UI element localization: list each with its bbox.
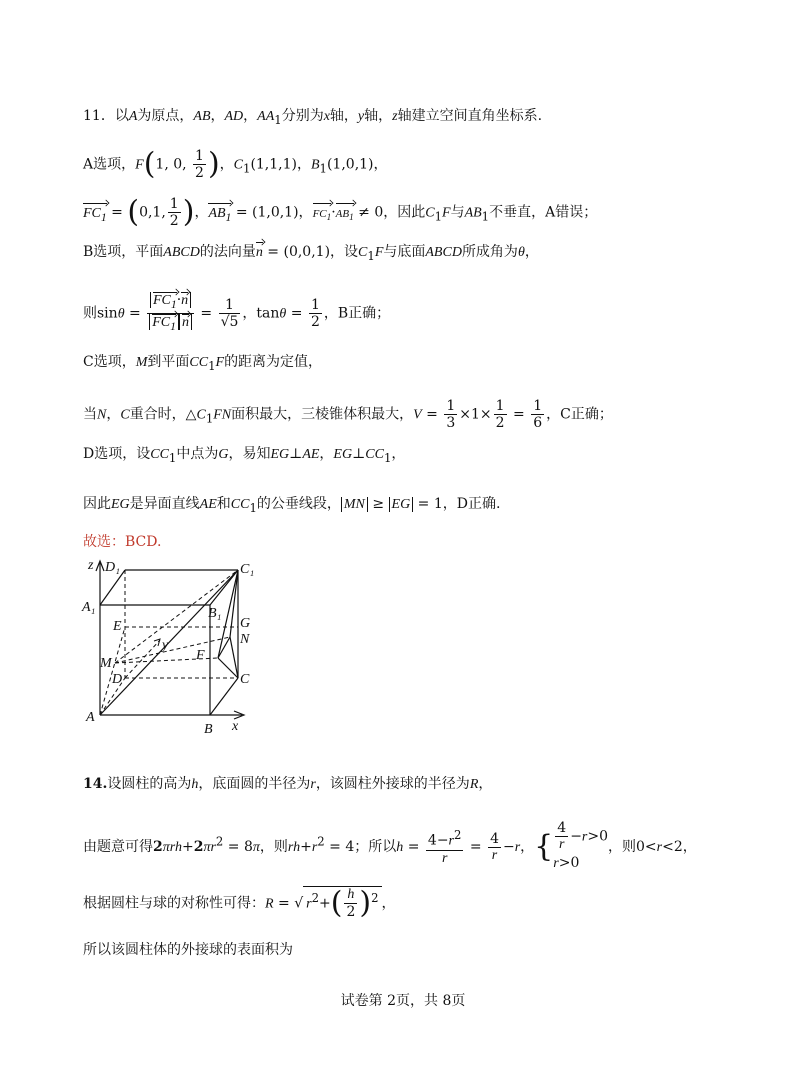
label-C1: C₁	[240, 562, 255, 577]
q11-optD-line2: 因此EG是异面直线AE和$CC_1$的公垂线段， MN ≥ EG = 1，D正确.	[83, 496, 501, 515]
label-z: z	[88, 558, 94, 573]
q11-optB-line2: 则sinθ = $\frac{FC_1\cdot n}{FC_1 n}$ = $\frac{1}{√5}$ ，tanθ = $\frac{1}{2}$ ，B正确；	[83, 292, 391, 333]
label-B1: B₁	[208, 606, 222, 621]
q11-optD-line1: D选项，设$CC_1$中点为G，易知EG⊥AE，$EG\perp CC_1$，	[83, 446, 406, 465]
page-footer: 试卷第 2页，共 8页	[340, 993, 466, 1009]
q11-optA-line2: $FC_1 = (0,1$, $\frac{1}{2}$ )，$AB_1 = (1,0,1)$，$FC_1\cdot AB_1 \ne 0$，因此$C_1F$与$AB_1$不垂直，A错误；	[83, 194, 598, 230]
label-A: A	[86, 710, 95, 725]
label-E: E	[113, 619, 122, 634]
cube-figure	[80, 555, 260, 740]
label-x: x	[232, 719, 239, 734]
label-G: G	[240, 616, 251, 631]
q14-line2: 由题意可得$2\pi rh+2\pi r^2 = 8\pi$，则$rh+r^2 = 4$；所以h = $\frac{4-r^2}{r}$ = $\frac{4}{r}$ −r，{ $\frac{4}{r}$ −r>0 r>0 ，则0<r<2，	[83, 820, 697, 871]
q11-optA-line1: A选项，F(1, 0, $\frac{1}{2}$ )，$C_1(1,1,1)$，$B_1(1,0,1)$，	[83, 146, 388, 182]
q11-optC-line1: C选项，M到平面$CC_1F$的距离为定值，	[83, 354, 323, 373]
q14-line3: 根据圆柱与球的对称性可得：R = √ $r^2+$( $\frac{h}{2}$ )$^2$ ，	[83, 885, 396, 921]
label-D1: D₁	[105, 560, 120, 575]
label-y: y	[162, 638, 169, 653]
label-C: C	[240, 672, 250, 687]
q11-optB-line1: B选项，平面ABCD的法向量n = (0,0,1)，设$C_1F$与底面ABCD所成角为θ，	[83, 244, 539, 263]
q14-line4: 所以该圆柱体的外接球的表面积为	[83, 942, 293, 958]
label-F: F	[196, 648, 205, 663]
label-D: D	[112, 672, 123, 687]
label-M: M	[100, 656, 112, 671]
q14-line1: 14.设圆柱的高为h，底面圆的半径为r，该圆柱外接球的半径为R，	[83, 776, 493, 792]
label-B: B	[204, 722, 213, 737]
q11-intro: 11．以A为原点，AB，AD，$AA_1$分别为x轴，y轴，z轴建立空间直角坐标系.	[83, 108, 543, 127]
label-A1: A₁	[82, 600, 96, 615]
q11-answer: 故选：BCD.	[83, 534, 162, 550]
label-N: N	[240, 632, 250, 647]
q11-optC-line2: 当N，C重合时，$\triangle C_1FN$面积最大，三棱锥体积最大，V = $\frac{1}{3}$ ×1× $\frac{1}{2}$ = $\frac{1}{6}$ ，C正确；	[83, 398, 613, 431]
